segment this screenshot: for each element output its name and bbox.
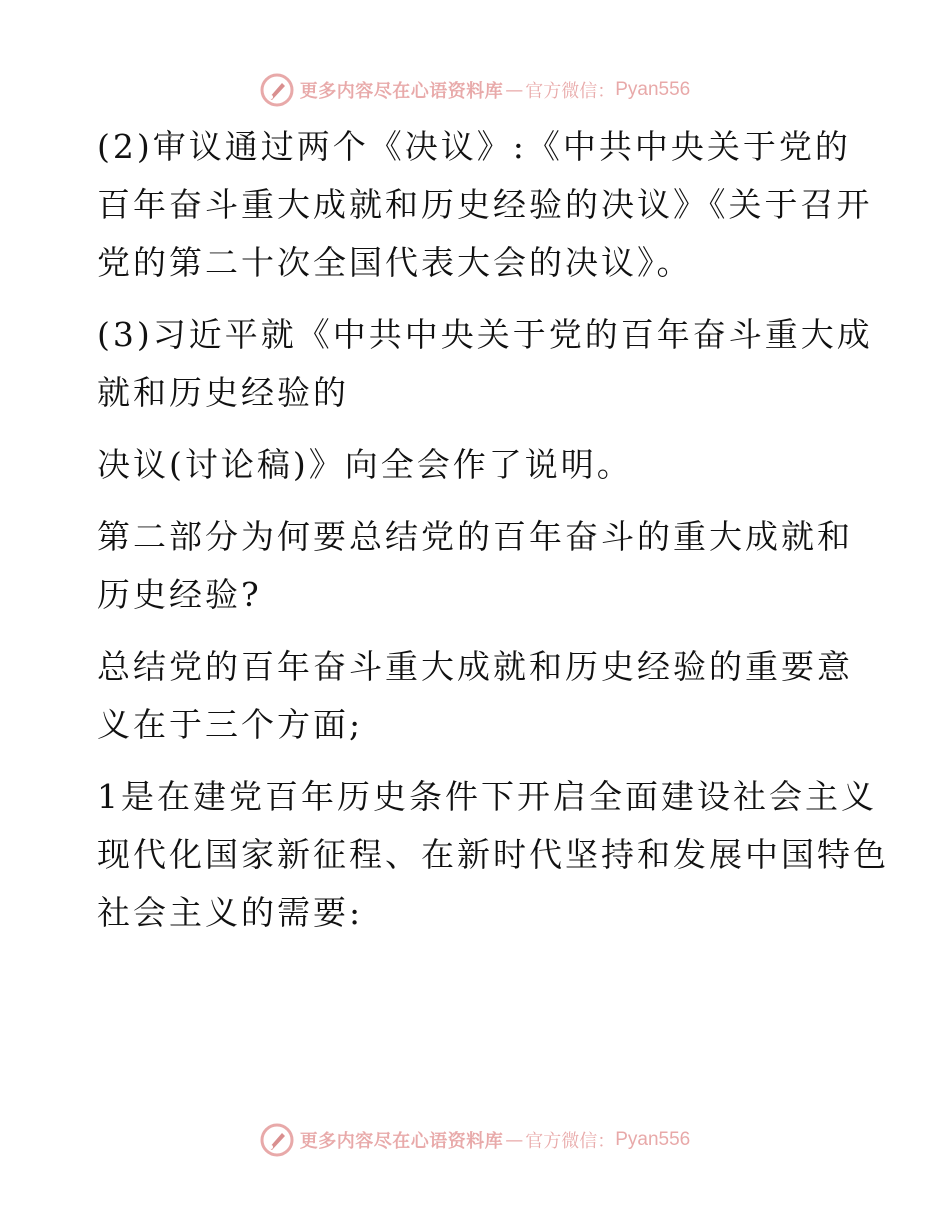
paragraph-explanation: [97, 306, 873, 422]
text-line: 历史经验?: [97, 575, 262, 614]
text-line: (3)习近平就《中共中央关于党的百年奋斗重大成: [97, 315, 873, 354]
text-line: 第二部分为何要总结党的百年奋斗的重大成就和: [97, 517, 853, 556]
paragraph-resolutions: [97, 118, 873, 292]
text-line: 就和历史经验的: [97, 373, 349, 412]
watermark-wechat-label: 官方微信：: [525, 1131, 616, 1152]
paragraph-draft-note: [97, 436, 857, 494]
paragraph-significance: [97, 638, 857, 754]
document-body: [97, 118, 889, 956]
watermark-wechat-id: Pyan556: [615, 1129, 691, 1150]
watermark-wechat-id: Pyan556: [615, 79, 691, 100]
text-line: (2)审议通过两个《决议》:《中共中央关于党的: [97, 127, 851, 166]
text-line: 决议(讨论稿)》向全会作了说明。: [97, 445, 633, 484]
paragraph-point-one: [97, 768, 889, 942]
watermark-site-text: 更多内容尽在心语资料库: [299, 1131, 504, 1152]
paragraph-section-two-heading: [97, 508, 857, 624]
text-line: 总结党的百年奋斗重大成就和历史经验的重要意: [97, 647, 853, 686]
pen-logo-icon: [260, 73, 294, 107]
watermark-wechat-label: 官方微信：: [525, 81, 616, 102]
watermark-separator: —: [505, 1129, 524, 1151]
pen-logo-icon: [260, 1123, 294, 1157]
text-line: 百年奋斗重大成就和历史经验的决议》《关于召开: [97, 185, 873, 224]
watermark-site-text: 更多内容尽在心语资料库: [299, 81, 504, 102]
watermark-separator: —: [505, 79, 524, 101]
text-line: 现代化国家新征程、在新时代坚持和发展中国特色: [97, 835, 889, 874]
text-line: 党的第二十次全国代表大会的决议》。: [97, 243, 693, 282]
text-line: 义在于三个方面;: [97, 705, 364, 744]
text-line: 1是在建党百年历史条件下开启全面建设社会主义: [97, 777, 877, 816]
footer-watermark: [0, 1120, 950, 1160]
header-watermark: [0, 70, 950, 110]
text-line: 社会主义的需要:: [97, 893, 364, 932]
